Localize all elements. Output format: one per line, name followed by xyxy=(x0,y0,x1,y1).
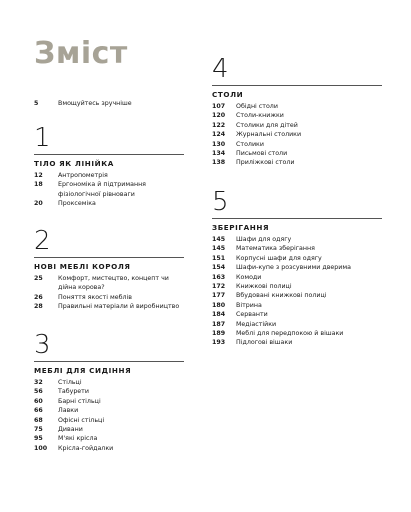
toc-page: 107 xyxy=(212,103,226,110)
toc-page: 187 xyxy=(212,320,226,328)
toc-text: Дивани xyxy=(58,426,83,434)
toc-item[interactable] xyxy=(212,158,382,167)
toc-item[interactable] xyxy=(212,149,382,158)
section-number: 1 xyxy=(34,123,51,153)
toc-page: 154 xyxy=(212,264,226,272)
toc-item[interactable] xyxy=(34,293,184,302)
toc-item[interactable] xyxy=(34,387,184,396)
toc-item[interactable] xyxy=(212,102,382,111)
toc-text: Лавки xyxy=(58,407,79,415)
toc-page: 18 xyxy=(34,181,43,189)
toc-item[interactable] xyxy=(212,263,382,272)
section-heading: МЕБЛІ ДЛЯ СИДІННЯ xyxy=(34,366,132,375)
toc-page: 184 xyxy=(212,311,226,319)
page-title: Зміст xyxy=(34,36,128,71)
toc-text: Правильні матеріали й виробництво xyxy=(58,303,180,311)
toc-item[interactable] xyxy=(34,444,184,453)
toc-item[interactable] xyxy=(212,282,382,291)
section-5 xyxy=(212,189,382,348)
toc-page: 177 xyxy=(212,292,226,300)
toc-page: 100 xyxy=(34,444,48,452)
toc-text: Барні стільці xyxy=(58,397,101,405)
left-column xyxy=(34,98,184,109)
section-divider xyxy=(212,85,382,86)
toc-text: Шафи для одягу xyxy=(236,236,292,243)
toc-text: Письмові столи xyxy=(236,150,288,158)
toc-item[interactable] xyxy=(212,329,382,338)
toc-item[interactable] xyxy=(34,171,184,180)
toc-page: 172 xyxy=(212,283,226,291)
toc-text: Столи-книжки xyxy=(236,112,284,120)
toc-text: Поняття якості меблів xyxy=(58,293,132,301)
section-2 xyxy=(34,228,184,312)
toc-item[interactable] xyxy=(34,378,184,387)
toc-text: Меблі для передпокою й вішаки xyxy=(236,330,344,338)
toc-page: 56 xyxy=(34,388,43,396)
section-4 xyxy=(212,56,382,168)
section-1 xyxy=(34,125,184,209)
toc-text: Крісла-гойдалки xyxy=(58,444,114,452)
toc-item[interactable] xyxy=(34,274,184,293)
toc-text: Офісні стільці xyxy=(58,416,105,424)
intro-page: 5 xyxy=(34,100,39,107)
toc-text: Вітрина xyxy=(236,301,262,309)
toc-text: Вбудовані книжкові полиці xyxy=(236,292,327,300)
toc-page: 193 xyxy=(212,339,226,347)
toc-item[interactable] xyxy=(34,180,184,199)
toc-item[interactable] xyxy=(34,425,184,434)
toc-text: Математика зберігання xyxy=(236,245,315,253)
toc-page: 130 xyxy=(212,140,226,148)
toc-page: 145 xyxy=(212,236,226,243)
toc-page: 26 xyxy=(34,293,43,301)
toc-text: Проксеміка xyxy=(58,200,96,208)
toc-text: Столики для дітей xyxy=(236,121,298,129)
toc-text: М'які крісла xyxy=(58,435,98,443)
toc-item[interactable] xyxy=(212,320,382,329)
toc-text: Комоди xyxy=(236,273,262,281)
section-divider xyxy=(212,218,382,219)
toc-page: 189 xyxy=(212,330,226,338)
toc-item[interactable] xyxy=(34,434,184,443)
toc-item[interactable] xyxy=(34,302,184,311)
toc-item[interactable] xyxy=(212,310,382,319)
toc-page: 12 xyxy=(34,172,43,179)
toc-item[interactable] xyxy=(34,406,184,415)
section-heading: ЗБЕРІГАННЯ xyxy=(212,223,270,232)
toc-page: 68 xyxy=(34,416,43,424)
toc-text: Стільці xyxy=(58,379,82,386)
toc-page: 95 xyxy=(34,435,43,443)
toc-text: Обідні столи xyxy=(236,103,278,110)
toc-text: Ергономіка й підтримання фізіологічної рівноваги xyxy=(58,181,146,198)
section-divider xyxy=(34,361,184,362)
toc-text: Шафи-купе з розсувними дверима xyxy=(236,264,352,272)
toc-item[interactable] xyxy=(212,111,382,120)
toc-text: Приліжкові столи xyxy=(236,159,295,167)
toc-text: Підлогові вішаки xyxy=(236,339,293,347)
section-divider xyxy=(34,154,184,155)
toc-page: 66 xyxy=(34,407,43,415)
section-divider xyxy=(34,257,184,258)
toc-item[interactable] xyxy=(34,199,184,208)
toc-page: 20 xyxy=(34,200,43,208)
toc-item[interactable] xyxy=(212,140,382,149)
toc-text: Столики xyxy=(236,140,264,148)
toc-text: Антропометрія xyxy=(58,172,108,179)
toc-item[interactable] xyxy=(212,338,382,347)
toc-page: 151 xyxy=(212,254,226,262)
toc-page: 120 xyxy=(212,112,226,120)
toc-text: Комфорт, мистецтво, концепт чи дійна корова? xyxy=(58,275,169,292)
section-heading: НОВІ МЕБЛІ КОРОЛЯ xyxy=(34,262,131,271)
intro-text: Вмощуйтесь зручніше xyxy=(58,100,132,107)
toc-page: 122 xyxy=(212,121,226,129)
toc-page: 60 xyxy=(34,397,43,405)
toc-item[interactable] xyxy=(212,273,382,282)
section-heading: СТОЛИ xyxy=(212,90,244,99)
toc-text: Корпусні шафи для одягу xyxy=(236,254,322,262)
toc-text: Серванти xyxy=(236,311,268,319)
toc-item[interactable] xyxy=(212,121,382,130)
toc-item[interactable] xyxy=(212,130,382,139)
section-number: 4 xyxy=(212,54,229,84)
toc-page: 25 xyxy=(34,275,43,282)
toc-page: 28 xyxy=(34,303,43,311)
toc-item[interactable] xyxy=(212,244,382,253)
toc-page: 75 xyxy=(34,426,43,434)
section-number: 3 xyxy=(34,330,51,360)
toc-item[interactable] xyxy=(34,397,184,406)
toc-text: Медіастійки xyxy=(236,320,277,328)
toc-page: 180 xyxy=(212,301,226,309)
toc-page: 32 xyxy=(34,379,43,386)
toc-page: 145 xyxy=(212,245,226,253)
toc-item[interactable] xyxy=(212,301,382,310)
section-number: 2 xyxy=(34,226,51,256)
toc-page: 124 xyxy=(212,131,226,139)
toc-text: Журнальні столики xyxy=(236,131,302,139)
intro-entry[interactable] xyxy=(34,98,184,109)
toc-page: 134 xyxy=(212,150,226,158)
toc-text: Книжкові полиці xyxy=(236,283,292,291)
toc-item[interactable] xyxy=(34,416,184,425)
toc-item[interactable] xyxy=(212,254,382,263)
section-3 xyxy=(34,332,184,453)
toc-text: Табурети xyxy=(58,388,89,396)
section-number: 5 xyxy=(212,187,229,217)
toc-page: 163 xyxy=(212,273,226,281)
toc-item[interactable] xyxy=(212,291,382,300)
toc-item[interactable] xyxy=(212,235,382,244)
section-heading: ТІЛО ЯК ЛІНІЙКА xyxy=(34,159,114,168)
toc-page: 138 xyxy=(212,159,226,167)
